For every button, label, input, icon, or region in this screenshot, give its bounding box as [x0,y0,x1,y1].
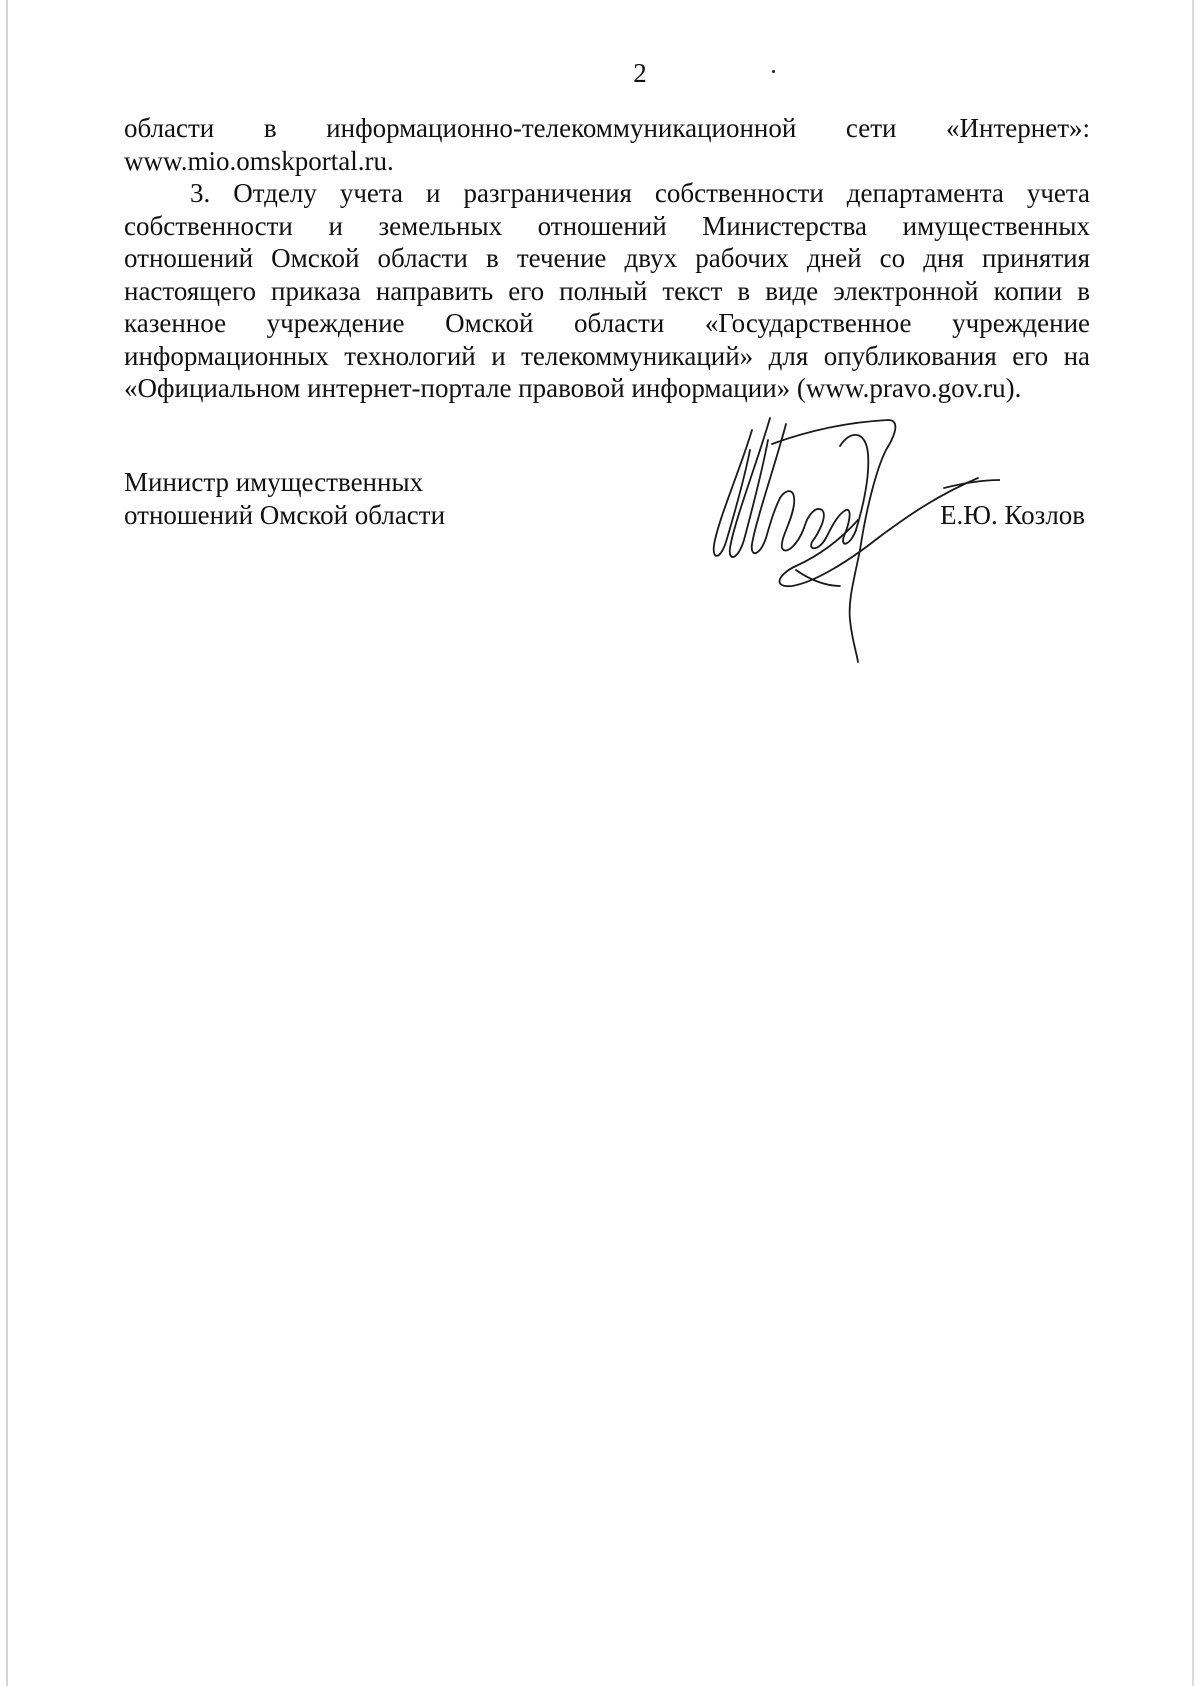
paragraph-3-first-line: 3. Отделу учета и разграничения собственности департамента учета [190,178,1090,208]
handwritten-signature [700,410,1000,670]
body-line: казенное учреждение Омской области «Государственное учреждение [124,308,1090,338]
scan-edge-left [6,0,8,1686]
position-line: Министр имущественных [124,467,424,497]
body-line: информационных технологий и телекоммуникаций» для опубликования его на [124,340,1090,371]
signatory-name: Е.Ю. Козлов [940,500,1086,530]
scan-edge-right [1192,0,1194,1686]
body-line: собственности и земельных отношений Министерства имущественных [124,210,1090,241]
document-body [124,112,1090,405]
body-line: области в информационно-телекоммуникационной сети «Интернет»: [124,113,1090,143]
body-line: www.mio.omskportal.ru. [124,145,394,176]
page-number: 2 [633,58,647,88]
body-line: настоящего приказа направить его полный текст в виде электронной копии в [124,275,1090,306]
signatory-position [124,466,445,532]
body-line: отношений Омской области в течение двух рабочих дней со дня принятия [124,243,1090,273]
position-line: отношений Омской области [124,500,446,530]
body-line: «Официальном интернет-портале правовой информации» (www.pravo.gov.ru). [124,373,1022,403]
scan-speck [772,70,775,73]
